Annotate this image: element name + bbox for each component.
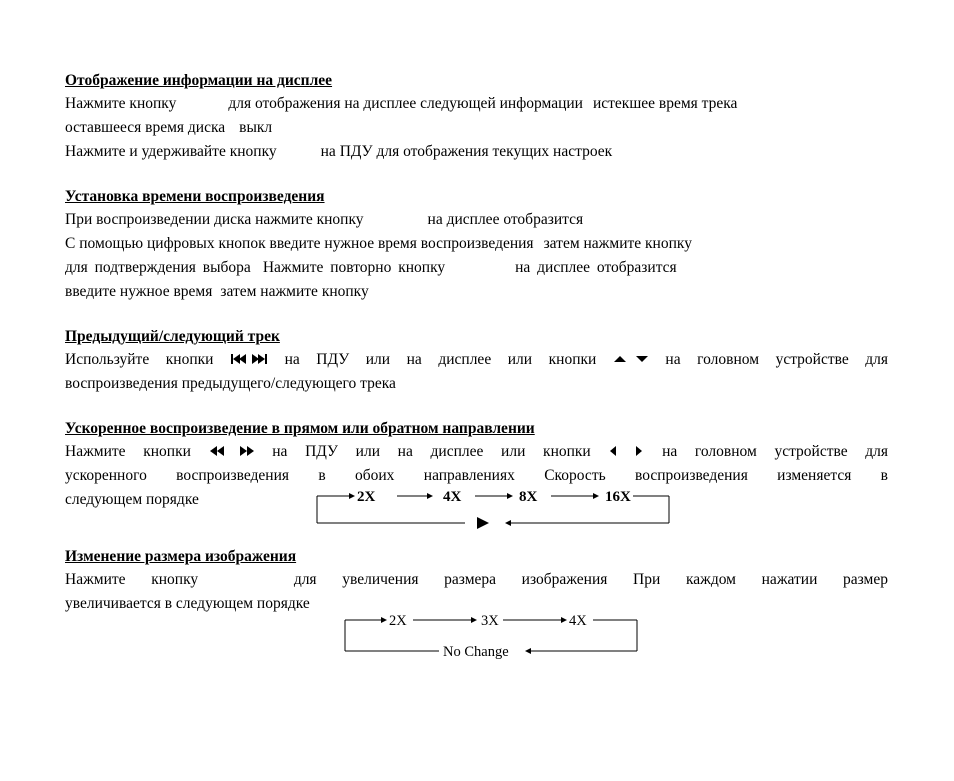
text-line: введите нужное время затем нажмите кнопку xyxy=(65,283,369,300)
speed-cycle-diagram xyxy=(315,486,675,532)
section-heading: Отображение информации на дисплее xyxy=(65,72,333,89)
zoom-no-change-label: No Change xyxy=(443,644,509,660)
text-line: воспроизведения предыдущего/следующего трека xyxy=(65,375,396,392)
text-line: Нажмите и удерживайте кнопку на ПДУ для отображения текущих настроек xyxy=(65,143,613,160)
zoom-2x-label: 2X xyxy=(389,613,407,629)
section-display-info xyxy=(65,70,888,164)
section-fast-playback xyxy=(65,418,888,532)
speed-8x-label: 8X xyxy=(519,489,538,505)
text-line: Нажмите кнопки на ПДУ или на дисплее или кнопки на головном устройстве для xyxy=(65,443,889,460)
manual-page xyxy=(65,70,888,693)
text-line: Нажмите кнопку для отображения на дисплее следующей информации истекшее время трека xyxy=(65,95,738,112)
skip-prev-next-icon xyxy=(230,353,268,365)
section-image-size xyxy=(65,546,888,671)
text-line: оставшееся время диска выкл xyxy=(65,119,273,136)
text-line: Используйте кнопки на ПДУ или на дисплее или кнопки на головном устройстве для xyxy=(65,351,889,368)
text-line: для подтверждения выбора Нажмите повторно кнопку на дисплее отобразится xyxy=(65,259,677,276)
section-heading: Предыдущий/следующий трек xyxy=(65,328,280,345)
left-right-arrow-icon xyxy=(608,445,644,457)
speed-16x-label: 16X xyxy=(605,489,631,505)
rewind-fast-forward-icon xyxy=(209,445,255,457)
speed-2x-label: 2X xyxy=(357,489,376,505)
text-line: Нажмите кнопку для увеличения размера изображения При каждом нажатии размер xyxy=(65,571,888,588)
zoom-cycle-diagram xyxy=(343,610,643,660)
text-line: ускоренного воспроизведения в обоих направлениях Скорость воспроизведения изменяется в xyxy=(65,467,888,484)
zoom-3x-label: 3X xyxy=(481,613,499,629)
text-line: увеличивается в следующем порядке xyxy=(65,595,310,612)
speed-4x-label: 4X xyxy=(443,489,462,505)
up-down-arrow-icon xyxy=(613,353,649,365)
section-prev-next-track xyxy=(65,326,888,396)
zoom-4x-label: 4X xyxy=(569,613,587,629)
section-heading: Установка времени воспроизведения xyxy=(65,188,325,205)
section-heading: Изменение размера изображения xyxy=(65,548,297,565)
section-heading: Ускоренное воспроизведение в прямом или обратном направлении xyxy=(65,420,535,437)
section-playback-time xyxy=(65,186,888,304)
text-line: следующем порядке xyxy=(65,491,199,508)
text-line: При воспроизведении диска нажмите кнопку на дисплее отобразится xyxy=(65,211,584,228)
play-icon xyxy=(477,517,489,529)
text-line: С помощью цифровых кнопок введите нужное время воспроизведения затем нажмите кнопку xyxy=(65,235,692,252)
